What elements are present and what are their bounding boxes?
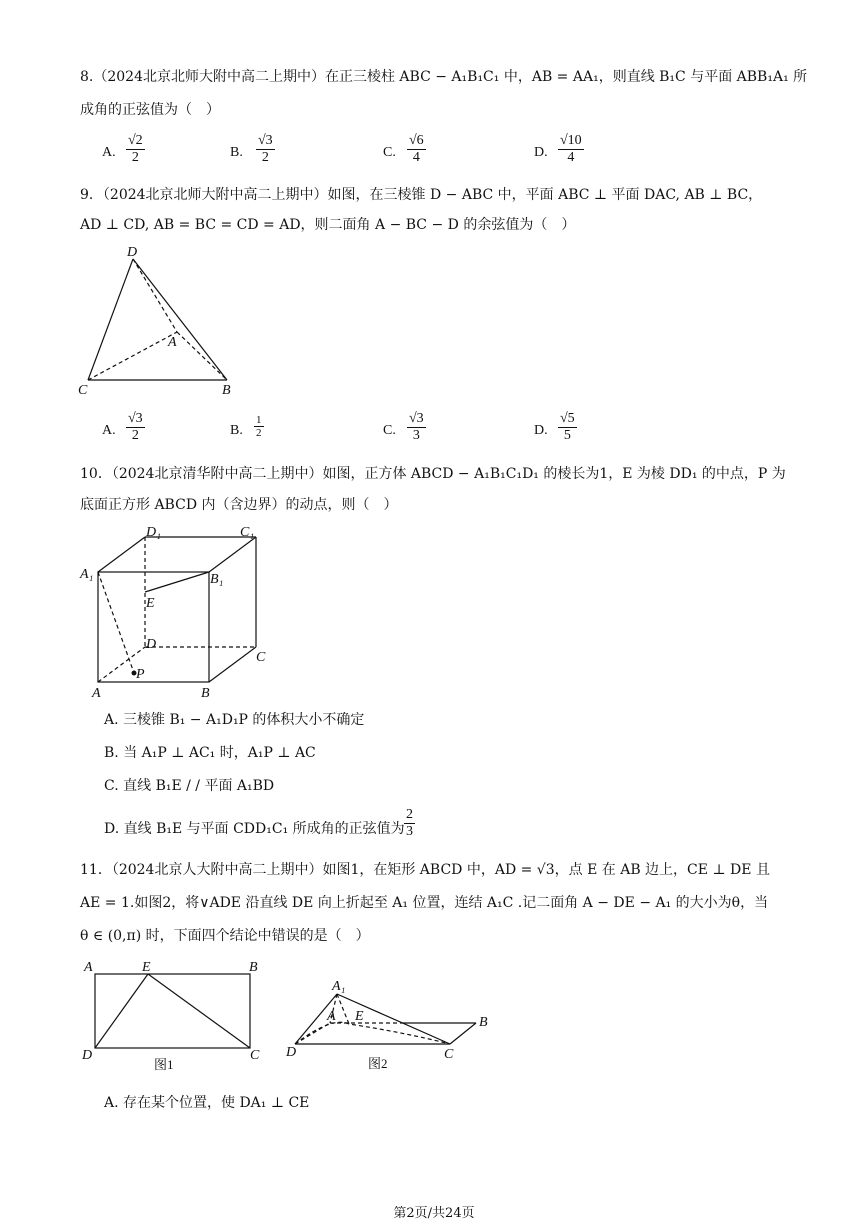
- q11-option-a: A. 存在某个位置，使 DA₁ ⊥ CE: [104, 1095, 310, 1111]
- q10-cube-figure: [76, 520, 276, 705]
- q10-label-d1: D₁: [146, 525, 161, 540]
- q11-stem-line2: AE = 1.如图2，将∨ADE 沿直线 DE 向上折起至 A₁ 位置，连结 A₁C .记二面角 A − DE − A₁ 的大小为θ，当: [80, 895, 769, 911]
- q11-fig2-label-d: D: [286, 1045, 297, 1060]
- q9-pyramid-figure: [70, 242, 260, 402]
- q9-stem-line2: AD ⊥ CD, AB = BC = CD = AD，则二面角 A − BC − D 的余弦值为（ ）: [80, 217, 576, 233]
- q11-figure-1: [78, 955, 278, 1075]
- q9-label-c: C: [78, 383, 88, 398]
- q8-stem-line2: 成角的正弦值为（ ）: [80, 102, 220, 118]
- q11-fig2-label-a: A: [327, 1009, 336, 1024]
- q10-label-c: C: [256, 650, 266, 665]
- q10-label-c1: C₁: [240, 525, 255, 540]
- q11-stem-line3: θ ∈ (0,π) 时，下面四个结论中错误的是（ ）: [80, 928, 370, 944]
- q10-option-c: C. 直线 B₁E / / 平面 A₁BD: [104, 778, 275, 794]
- q10-label-a1: A₁: [80, 567, 94, 582]
- q11-figure-2: [282, 972, 497, 1072]
- q11-fig2-label-b: B: [479, 1015, 488, 1030]
- q11-fig2-caption: 图2: [368, 1056, 388, 1071]
- q11-fig1-label-d: D: [82, 1048, 93, 1063]
- q10-label-e: E: [146, 596, 155, 611]
- q9-label-d: D: [127, 245, 138, 260]
- q10-option-a: A. 三棱锥 B₁ − A₁D₁P 的体积大小不确定: [104, 712, 365, 728]
- q10-label-b: B: [201, 686, 210, 701]
- q10-label-b1: B₁: [210, 572, 224, 587]
- q10-label-d: D: [146, 637, 157, 652]
- q11-fig1-label-c: C: [250, 1048, 260, 1063]
- q11-fig1-caption: 图1: [154, 1057, 174, 1072]
- q11-fig2-label-a1: A₁: [332, 979, 346, 994]
- q9-label-b: B: [222, 383, 231, 398]
- q11-fig1-label-b: B: [249, 960, 258, 975]
- q10-option-b: B. 当 A₁P ⊥ AC₁ 时，A₁P ⊥ AC: [104, 745, 316, 761]
- q9-label-a: A: [168, 335, 177, 350]
- q11-fig2-label-e: E: [355, 1009, 364, 1024]
- q10-stem-line1: 10．（2024北京清华附中高二上期中）如图，正方体 ABCD − A₁B₁C₁D₁ 的棱长为1，E 为棱 DD₁ 的中点，P 为: [80, 466, 786, 482]
- q10-label-a: A: [92, 686, 101, 701]
- page-footer: 第2页/共24页: [393, 1206, 475, 1221]
- q10-label-p: P: [136, 667, 145, 682]
- q11-fig1-label-a: A: [84, 960, 93, 975]
- q11-stem-line1: 11．（2024北京人大附中高二上期中）如图1，在矩形 ABCD 中，AD = √3，点 E 在 AB 边上，CE ⊥ DE 且: [80, 862, 770, 878]
- q8-stem-line1: 8.（2024北京北师大附中高二上期中）在正三棱柱 ABC − A₁B₁C₁ 中，AB = AA₁，则直线 B₁C 与平面 ABB₁A₁ 所: [80, 69, 808, 85]
- q10-stem-line2: 底面正方形 ABCD 内（含边界）的动点，则（ ）: [80, 497, 398, 513]
- q11-fig1-label-e: E: [142, 960, 151, 975]
- q9-stem-line1: 9．（2024北京北师大附中高二上期中）如图，在三棱锥 D − ABC 中，平面 ABC ⊥ 平面 DAC, AB ⊥ BC，: [80, 187, 763, 203]
- q11-fig2-label-c: C: [444, 1047, 454, 1062]
